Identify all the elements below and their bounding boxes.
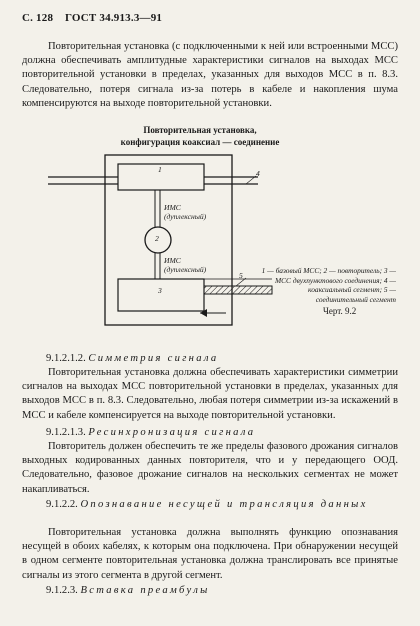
label-circle2: 2: [155, 234, 159, 243]
figure-legend: 1 — базовый МСС; 2 — повторитель; 3 — МСС двухпунктового соединения; 4 — коаксиальный сегмент; 5 — соединительный сегмент: [261, 266, 396, 304]
section-heading: [46, 352, 218, 366]
label-box3: 3: [158, 286, 162, 295]
section-title: Вставка преамбулы: [80, 585, 210, 596]
label-ims-upper: ИМС: [164, 203, 181, 212]
section-heading: [46, 584, 210, 598]
section-title: Симметрия сигнала: [88, 353, 219, 364]
section-heading: [46, 426, 255, 440]
box-p2p-mcc: [118, 279, 204, 311]
label-ims-lower: ИМС: [164, 256, 181, 265]
figure-title-line1: Повторительная установка,: [143, 125, 257, 135]
section-number: 9.1.2.1.3.: [46, 427, 86, 438]
section-text: Повторитель должен обеспечить те же пределы фазового дрожания сигналов выходных кодированных данных повторителя, что и у передающего ООД. Следовательно, фазовое дрожание сигналов на нескольких сегментах не может накапливаться.: [22, 441, 398, 495]
section-number: 9.1.2.2.: [46, 499, 78, 510]
section-heading: [46, 498, 398, 512]
figure-title-line2: конфигурация коаксиал — соединение: [120, 137, 280, 147]
label-box1: 1: [158, 165, 162, 174]
section-title: Ресинхронизация сигнала: [88, 427, 256, 438]
section-text: Повторительная установка должна выполнять функцию опознавания несущей в обоих кабелях, к которым она подключена. При обнаружении несущей в одном сегменте повторительная установка должна транслировать все принятые сигналы из этого сегмента в другой сегмент.: [22, 527, 398, 581]
label-ims-lower-sub: (дуплексный): [164, 265, 207, 274]
standard-code: ГОСТ 34.913.3—91: [64, 12, 163, 24]
intro-paragraph: Повторительная установка (с подключенными к ней или встроенными МСС) должна обеспечивать амплитудные характеристики сигналов на выходах МСС повторительной установки в пределах, указанных для выходов МСС в п. 8.3. Следовательно, потеря сигнала из-за потерь в кабеле и накопления шума компенсируются на выходе повторительной установки.: [22, 41, 398, 109]
label-ims-upper-sub: (дуплексный): [164, 212, 207, 221]
section-text: Повторительная установка должна обеспечивать характеристики симметрии сигналов на выходах МСС повторительной установки в пределах, указанных для выходов МСС в п. 8.3. Следовательно, любая потеря симметрии из-за искажений в МСС и кабеле компенсируется на выходе повторительной установки.: [22, 367, 398, 421]
section-number: 9.1.2.3.: [46, 585, 78, 596]
page-number: С. 128: [22, 12, 54, 24]
section-number: 9.1.2.1.2.: [46, 353, 86, 364]
label-line4: 4: [256, 169, 260, 178]
section-title: Опознавание несущей и трансляция данных: [80, 499, 368, 510]
figure-caption: Черт. 9.2: [323, 306, 357, 316]
label-line5: 5: [239, 271, 243, 280]
